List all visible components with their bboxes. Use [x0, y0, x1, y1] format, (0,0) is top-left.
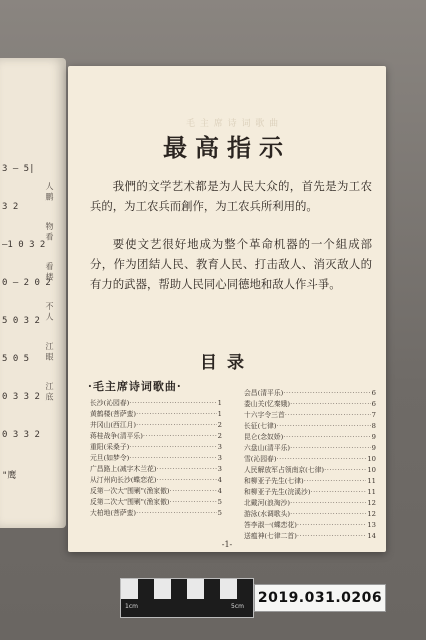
- toc-entry-page: 12: [367, 499, 376, 507]
- score-fragment: "鹰: [2, 471, 17, 481]
- toc-entry-page: 12: [367, 510, 376, 518]
- toc-entry-page: 2: [217, 432, 222, 440]
- toc-entry-title: 长沙(沁园春): [90, 399, 130, 407]
- toc-leader-dots: [283, 388, 370, 399]
- toc-entry: [244, 410, 376, 421]
- toc-leader-dots: [170, 486, 217, 497]
- toc-entry: [244, 432, 376, 443]
- toc-entry: [90, 508, 222, 519]
- page-title: 最高指示: [163, 133, 291, 162]
- toc-entry: [90, 497, 222, 508]
- toc-leader-dots: [290, 443, 371, 454]
- toc-entry-title: 重阳(采桑子): [90, 443, 130, 451]
- toc-heading: 目录: [200, 353, 254, 373]
- toc-entry-page: 14: [367, 532, 376, 540]
- toc-entry: [244, 509, 376, 520]
- toc-leader-dots: [277, 421, 371, 432]
- lyric-fragment: 江 眼: [45, 342, 54, 361]
- toc-entry: [90, 464, 222, 475]
- score-fragment: 0 — 2 0 2: [2, 278, 51, 288]
- toc-entry-page: 1: [217, 410, 222, 418]
- toc-entry-title: 从汀州向长沙(蝶恋花): [90, 476, 157, 484]
- toc-entry: [244, 520, 376, 531]
- toc-leader-dots: [285, 410, 371, 421]
- scale-label-right: 5cm: [231, 603, 244, 610]
- toc-leader-dots: [136, 420, 217, 431]
- toc-leader-dots: [129, 398, 216, 409]
- toc-entry-title: 长征(七律): [244, 422, 277, 430]
- toc-leader-dots: [129, 453, 216, 464]
- toc-entry-page: 13: [367, 521, 376, 529]
- toc-entry: [244, 454, 376, 465]
- toc-entry-title: 元旦(如梦令): [90, 454, 130, 462]
- quote-paragraph-2: 要使文艺很好地成为整个革命机器的一个組成部分，作为团結人民、教育人民、打击敌人、消灭敌人的有力的武器，帮助人民同心同德地和敌人作斗爭。: [90, 237, 372, 291]
- lyric-fragment: 江 底: [45, 382, 54, 401]
- toc-section-title: ·毛主席诗词歌曲·: [88, 380, 182, 393]
- toc-leader-dots: [290, 498, 366, 509]
- toc-entry-title: 蒋桂战争(清平乐): [90, 432, 143, 440]
- quote-paragraph-1: 我們的文学艺术都是为人民大众的，首先是为工农兵的，为工农兵而創作，为工农兵所利用的。: [90, 179, 372, 213]
- score-fragment: 0 3 3 2: [2, 430, 40, 440]
- scale-segment: [220, 579, 237, 599]
- toc-entry-page: 10: [367, 466, 376, 474]
- previous-page-edge: [0, 58, 66, 528]
- scale-segment: [121, 579, 138, 599]
- toc-entry-title: 井冈山(西江月): [90, 421, 137, 429]
- toc-entry-title: 大柏地(菩萨蛮): [90, 509, 137, 517]
- toc-entry-page: 6: [371, 389, 376, 397]
- toc-leader-dots: [310, 487, 366, 498]
- scale-segment: [171, 579, 188, 599]
- toc-column-left: [90, 398, 222, 519]
- toc-entry: [244, 421, 376, 432]
- toc-entry-page: 4: [217, 476, 222, 484]
- score-fragment: 5 0 3 2: [2, 316, 40, 326]
- toc-entry: [90, 398, 222, 409]
- toc-entry-title: 娄山关(忆秦娥): [244, 400, 291, 408]
- score-fragment: 3 — 5|: [2, 164, 35, 174]
- toc-entry: [244, 465, 376, 476]
- toc-entry-title: 会昌(清平乐): [244, 389, 284, 397]
- toc-entry-title: 黄鹤楼(菩萨蛮): [90, 410, 137, 418]
- toc-leader-dots: [290, 509, 366, 520]
- score-fragment: 0 3 3 2: [2, 392, 40, 402]
- toc-column-right: [244, 388, 376, 542]
- toc-entry-title: 和柳亚子先生(七律): [244, 477, 304, 485]
- toc-entry-page: 9: [371, 433, 376, 441]
- toc-entry-title: 答李淑一(蝶恋花): [244, 521, 297, 529]
- toc-leader-dots: [156, 464, 216, 475]
- toc-entry: [244, 476, 376, 487]
- scale-segment: [138, 579, 155, 599]
- lyric-fragment: 物 看: [45, 222, 54, 241]
- toc-entry-page: 8: [371, 422, 376, 430]
- toc-entry-page: 1: [217, 399, 222, 407]
- toc-entry-title: 十六字令三首: [244, 411, 285, 419]
- scale-label-left: 1cm: [125, 603, 138, 610]
- toc-leader-dots: [143, 431, 217, 442]
- score-fragment: —1 0 3 2: [2, 240, 46, 250]
- scale-segment: [154, 579, 171, 599]
- lyric-fragment: 看 楼: [45, 262, 54, 281]
- toc-entry: [90, 453, 222, 464]
- toc-entry: [244, 399, 376, 410]
- toc-entry-title: 昆仑(念奴娇): [244, 433, 284, 441]
- toc-entry: [90, 431, 222, 442]
- toc-leader-dots: [156, 475, 216, 486]
- toc-leader-dots: [129, 442, 216, 453]
- toc-entry-page: 5: [217, 509, 222, 517]
- toc-entry-title: 反第一次大"围剿"(渔家傲): [90, 487, 170, 495]
- toc-entry-title: 反第二次大"围剿"(渔家傲): [90, 498, 170, 506]
- toc-entry-title: 广昌路上(减字木兰花): [90, 465, 157, 473]
- toc-entry: [90, 409, 222, 420]
- scale-segment: [237, 579, 254, 599]
- toc-entry-title: 北戴河(浪淘沙): [244, 499, 291, 507]
- bleed-through-text: 毛 主 席 诗 词 歌 曲: [186, 119, 280, 129]
- toc-entry-title: 游泳(水调歌头): [244, 510, 291, 518]
- toc-entry-page: 2: [217, 421, 222, 429]
- toc-entry: [244, 487, 376, 498]
- toc-entry-page: 10: [367, 455, 376, 463]
- catalog-number-label: 2019.031.0206: [254, 584, 386, 612]
- toc-entry-page: 4: [217, 487, 222, 495]
- toc-entry-title: 和柳亚子先生(浣溪沙): [244, 488, 311, 496]
- lyric-fragment: 人 鹏: [45, 182, 54, 201]
- page-number: -1-: [221, 540, 233, 549]
- toc-leader-dots: [136, 409, 217, 420]
- toc-leader-dots: [170, 497, 217, 508]
- score-fragment: 3 2: [2, 202, 19, 212]
- toc-entry-page: 9: [371, 444, 376, 452]
- toc-entry: [90, 442, 222, 453]
- toc-entry-page: 11: [367, 488, 376, 496]
- toc-leader-dots: [277, 454, 367, 465]
- scale-bar: [120, 578, 254, 618]
- toc-entry-page: 6: [371, 400, 376, 408]
- toc-entry: [244, 443, 376, 454]
- toc-entry-page: 5: [217, 498, 222, 506]
- toc-leader-dots: [297, 520, 366, 531]
- toc-entry: [90, 475, 222, 486]
- toc-entry-page: 3: [217, 454, 222, 462]
- toc-entry-title: 送瘟神(七律二首): [244, 532, 297, 540]
- toc-entry: [244, 388, 376, 399]
- toc-entry-page: 3: [217, 465, 222, 473]
- book-page: [68, 66, 386, 552]
- toc-leader-dots: [304, 476, 367, 487]
- toc-leader-dots: [283, 432, 370, 443]
- toc-leader-dots: [324, 465, 366, 476]
- toc-entry: [244, 498, 376, 509]
- scale-segment: [187, 579, 204, 599]
- toc-entry: [90, 486, 222, 497]
- toc-entry-title: 六盘山(清平乐): [244, 444, 291, 452]
- toc-leader-dots: [136, 508, 217, 519]
- toc-entry-page: 3: [217, 443, 222, 451]
- toc-entry-page: 11: [367, 477, 376, 485]
- toc-leader-dots: [290, 399, 371, 410]
- toc-entry-title: 人民解放军占领南京(七律): [244, 466, 325, 474]
- score-fragment: 5 0 5: [2, 354, 30, 364]
- toc-entry-title: 雪(沁园春): [244, 455, 277, 463]
- lyric-fragment: 不 人: [45, 302, 54, 321]
- toc-entry: [90, 420, 222, 431]
- scale-segment: [204, 579, 221, 599]
- toc-entry-page: 7: [371, 411, 376, 419]
